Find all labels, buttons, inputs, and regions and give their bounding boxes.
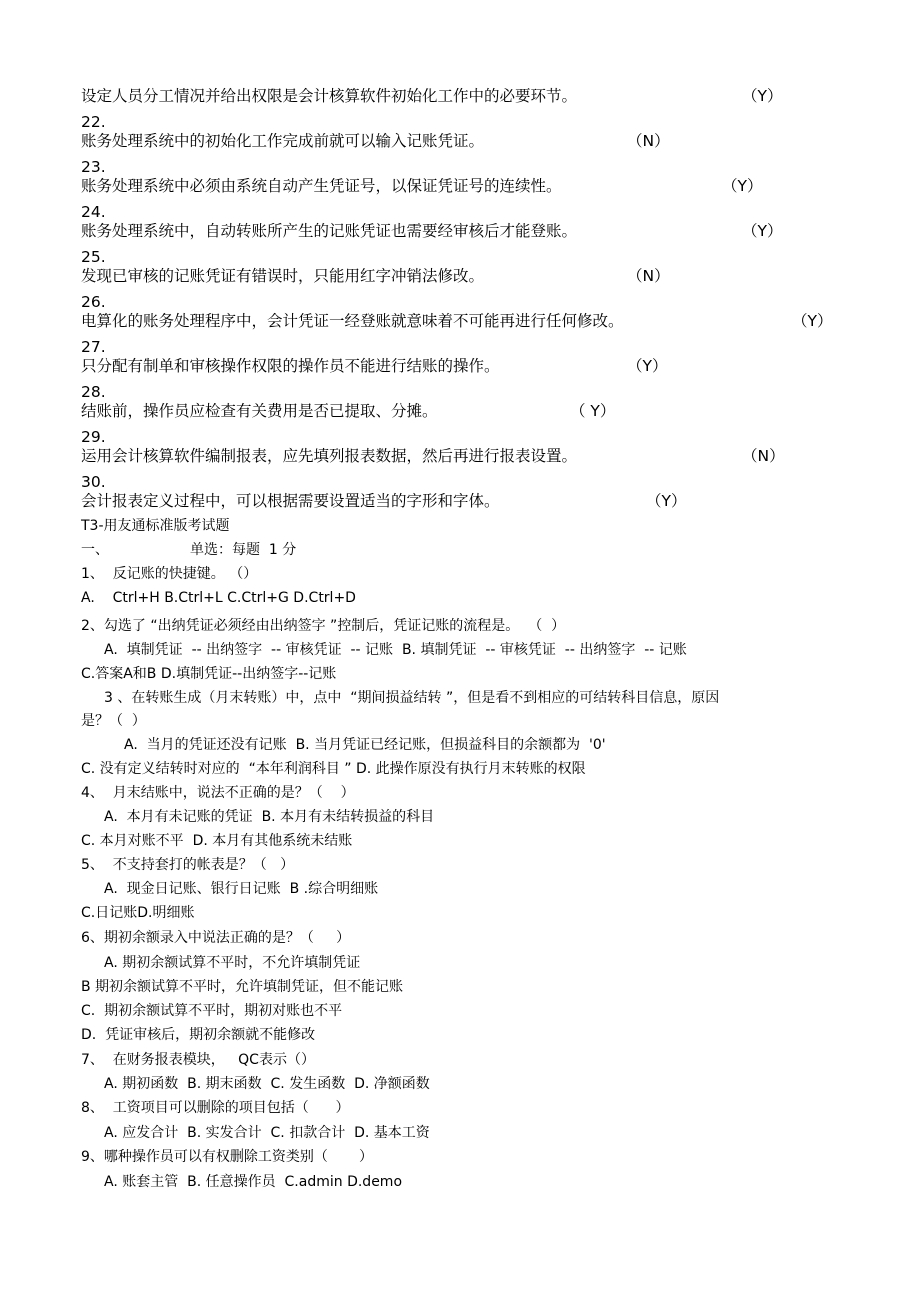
tf-answer: （Y） [722, 177, 763, 195]
question-number: 24. [81, 203, 106, 221]
tf-statement: 运用会计核算软件编制报表，应先填列报表数据，然后再进行报表设置。 [81, 447, 578, 465]
tf-answer: （ Y） [570, 402, 616, 420]
question-number: 30. [81, 473, 106, 491]
mc-options: A. 填制凭证 -- 出纳签字 -- 审核凭证 -- 记账 B. 填制凭证 -- 审核凭证 -- 出纳签字 -- 记账 [104, 642, 687, 658]
question-number: 29. [81, 428, 106, 446]
mc-question: 3 、在转账生成（月末转账）中，点中 “期间损益结转 ”，但是看不到相应的可结转科目信息，原因 [104, 690, 720, 706]
mc-question: 4、 月末结账中，说法不正确的是？（ ） [81, 785, 355, 801]
question-number: 26. [81, 293, 106, 311]
mc-options: C. 期初余额试算不平时，期初对账也不平 [81, 1003, 343, 1019]
tf-statement: 发现已审核的记账凭证有错误时，只能用红字冲销法修改。 [81, 267, 485, 285]
tf-statement: 账务处理系统中的初始化工作完成前就可以输入记账凭证。 [81, 132, 485, 150]
tf-statement: 结账前，操作员应检查有关费用是否已提取、分摊。 [81, 402, 438, 420]
mc-question: 6、期初余额录入中说法正确的是？（ ） [81, 930, 351, 946]
tf-answer: （Y） [742, 87, 783, 105]
mc-options: A. 现金日记账、银行日记账 B .综合明细账 [104, 881, 379, 897]
mc-options: C. 没有定义结转时对应的 “本年利润科目 ” D. 此操作原没有执行月末转账的权限 [81, 761, 586, 777]
mc-options: A. 账套主管 B. 任意操作员 C.admin D.demo [104, 1174, 403, 1190]
mc-options: A. 期初余额试算不平时，不允许填制凭证 [104, 955, 361, 971]
tf-statement: 会计报表定义过程中，可以根据需要设置适当的字形和字体。 [81, 492, 500, 510]
section-label: 单选：每题 1 分 [190, 542, 297, 558]
mc-options: C. 本月对账不平 D. 本月有其他系统未结账 [81, 833, 353, 849]
tf-answer: （N） [627, 267, 670, 285]
tf-statement: 只分配有制单和审核操作权限的操作员不能进行结账的操作。 [81, 357, 500, 375]
mc-options: A. 应发合计 B. 实发合计 C. 扣款合计 D. 基本工资 [104, 1125, 430, 1141]
mc-question: 8、 工资项目可以删除的项目包括（ ） [81, 1100, 350, 1116]
mc-question: 7、 在财务报表模块， QC表示（） [81, 1052, 315, 1068]
question-number: 22. [81, 113, 106, 131]
mc-options: A. 本月有未记账的凭证 B. 本月有未结转损益的科目 [104, 809, 435, 825]
mc-question: 9、哪种操作员可以有权删除工资类别（ ） [81, 1149, 374, 1165]
tf-answer: （N） [627, 132, 670, 150]
mc-options: C.答案A和B D.填制凭证--出纳签字--记账 [81, 666, 337, 682]
mc-options: C.日记账D.明细账 [81, 905, 195, 921]
mc-options: D. 凭证审核后，期初余额就不能修改 [81, 1027, 316, 1043]
tf-statement: 电算化的账务处理程序中，会计凭证一经登账就意味着不可能再进行任何修改。 [81, 312, 624, 330]
mc-options: A. Ctrl+H B.Ctrl+L C.Ctrl+G D.Ctrl+D [81, 590, 356, 606]
mc-options: A. 期初函数 B. 期末函数 C. 发生函数 D. 净额函数 [104, 1076, 430, 1092]
tf-statement: 账务处理系统中必须由系统自动产生凭证号，以保证凭证号的连续性。 [81, 177, 562, 195]
tf-answer: （Y） [792, 312, 833, 330]
mc-question-cont: 是？（ ） [81, 713, 146, 729]
section-number: 一、 [81, 542, 109, 558]
tf-answer: （Y） [646, 492, 687, 510]
tf-statement: 设定人员分工情况并给出权限是会计核算软件初始化工作中的必要环节。 [81, 87, 578, 105]
mc-question: 1、 反记账的快捷键。 （） [81, 566, 258, 582]
tf-answer: （Y） [742, 222, 783, 240]
mc-question: 5、 不支持套打的帐表是？（ ） [81, 857, 295, 873]
tf-answer: （N） [742, 447, 785, 465]
mc-question: 2、勾选了 “出纳凭证必须经由出纳签字 ”控制后，凭证记账的流程是。 （ ） [81, 618, 566, 634]
mc-options: A. 当月的凭证还没有记账 B. 当月凭证已经记账，但损益科目的余额都为 '0' [124, 737, 606, 753]
tf-answer: （Y） [627, 357, 668, 375]
question-number: 27. [81, 338, 106, 356]
tf-statement: 账务处理系统中，自动转账所产生的记账凭证也需要经审核后才能登账。 [81, 222, 578, 240]
exam-title: T3-用友通标准版考试题 [81, 518, 230, 534]
question-number: 23. [81, 158, 106, 176]
question-number: 28. [81, 383, 106, 401]
question-number: 25. [81, 248, 106, 266]
mc-options: B 期初余额试算不平时，允许填制凭证，但不能记账 [81, 979, 404, 995]
